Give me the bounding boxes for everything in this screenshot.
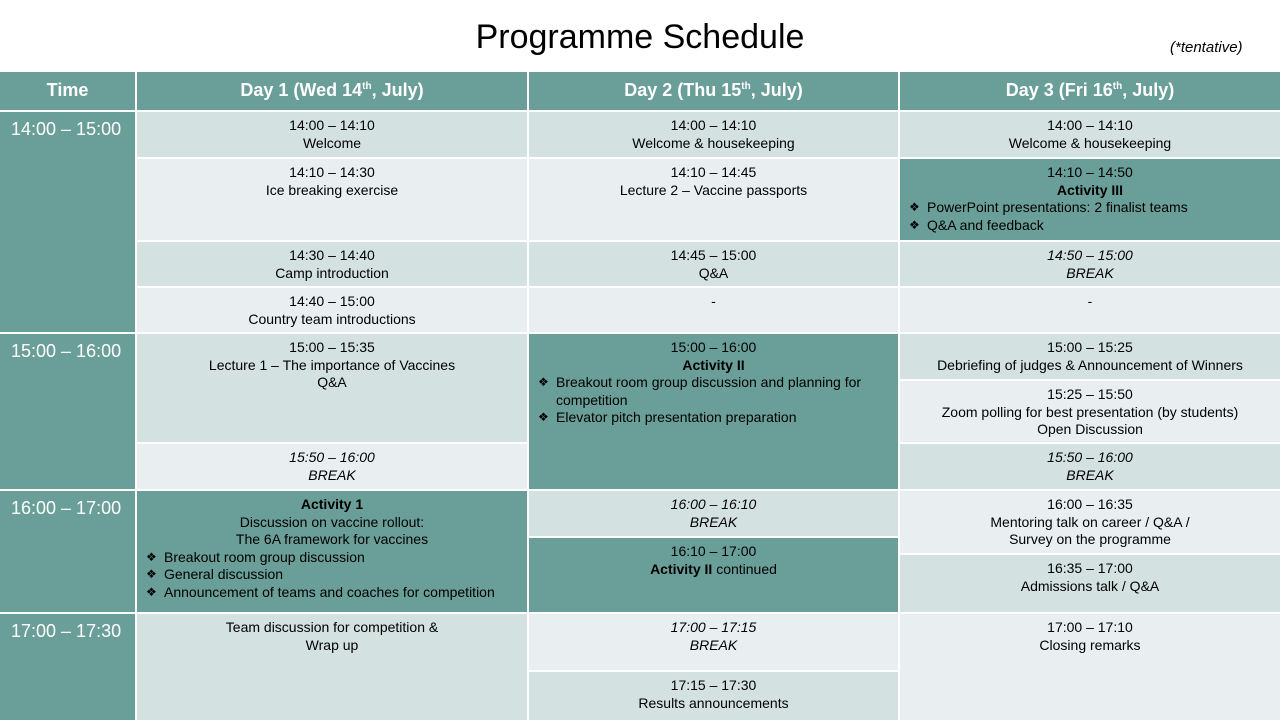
bullet-item: ❖ Breakout room group discussion [145, 549, 527, 567]
header-day2: Day 2 (Thu 15th, July) [529, 72, 898, 110]
day2-activity-2: 15:00 – 16:00 Activity II ❖ Breakout room group discussion and planning for competition ❖ Elevator pitch presentation preparation [529, 334, 898, 489]
day2-break: 17:00 – 17:15 BREAK [529, 614, 898, 670]
day1-session: 15:00 – 15:35 Lecture 1 – The importance of Vaccines Q&A [137, 334, 527, 442]
day3-session: 15:25 – 15:50 Zoom polling for best presentation (by students) Open Discussion [900, 381, 1280, 442]
day3-session: 16:35 – 17:00 Admissions talk / Q&A [900, 555, 1280, 612]
bullet-list [900, 199, 1280, 234]
day1-session: 14:00 – 14:10 Welcome [137, 112, 527, 157]
header-day1: Day 1 (Wed 14th, July) [137, 72, 527, 110]
bullet-item: ❖ Announcement of teams and coaches for competition [145, 584, 527, 602]
day2-session: 14:00 – 14:10 Welcome & housekeeping [529, 112, 898, 157]
day2-session: 14:45 – 15:00 Q&A [529, 242, 898, 286]
time-slot: 14:00 – 15:00 [0, 112, 135, 332]
time-slot: 15:00 – 16:00 [0, 334, 135, 489]
day1-session: 14:30 – 14:40 Camp introduction [137, 242, 527, 286]
bullet-list [137, 549, 527, 602]
day3-session: 16:00 – 16:35 Mentoring talk on career / Q&A / Survey on the programme [900, 491, 1280, 553]
bullet-item: ❖ Elevator pitch presentation preparation [537, 409, 898, 427]
day1-break: 15:50 – 16:00 BREAK [137, 444, 527, 489]
header-time: Time [0, 72, 135, 110]
header-day3: Day 3 (Fri 16th, July) [900, 72, 1280, 110]
day1-activity-1: Activity 1 Discussion on vaccine rollout: The 6A framework for vaccines ❖ Breakout room group discussion ❖ General discussion ❖ Announcement of teams and coaches for competition [137, 491, 527, 612]
time-slot: 17:00 – 17:30 [0, 614, 135, 720]
day2-session: 17:15 – 17:30 Results announcements [529, 672, 898, 720]
day3-break: 14:50 – 15:00 BREAK [900, 242, 1280, 286]
day1-session: 14:10 – 14:30 Ice breaking exercise [137, 159, 527, 240]
bullet-item: ❖ General discussion [145, 566, 527, 584]
day1-session: Team discussion for competition & Wrap up [137, 614, 527, 720]
day3-session: 17:00 – 17:10 Closing remarks [900, 614, 1280, 720]
day1-session: 14:40 – 15:00 Country team introductions [137, 288, 527, 332]
day2-session: - [529, 288, 898, 332]
day3-session: - [900, 288, 1280, 332]
time-slot: 16:00 – 17:00 [0, 491, 135, 612]
bullet-item: ❖ PowerPoint presentations: 2 finalist teams [908, 199, 1280, 217]
tentative-note: (*tentative) [1170, 39, 1243, 56]
day2-session: 14:10 – 14:45 Lecture 2 – Vaccine passports [529, 159, 898, 240]
day3-activity-3: 14:10 – 14:50 Activity III ❖ PowerPoint presentations: 2 finalist teams ❖ Q&A and feedback [900, 159, 1280, 240]
day3-session: 14:00 – 14:10 Welcome & housekeeping [900, 112, 1280, 157]
page-title: Programme Schedule [475, 18, 805, 56]
day2-activity-2-continued: 16:10 – 17:00 Activity II continued [529, 538, 898, 612]
bullet-item: ❖ Q&A and feedback [908, 217, 1280, 235]
day2-break: 16:00 – 16:10 BREAK [529, 491, 898, 536]
day3-session: 15:00 – 15:25 Debriefing of judges & Announcement of Winners [900, 334, 1280, 379]
bullet-list [529, 374, 898, 427]
day3-break: 15:50 – 16:00 BREAK [900, 444, 1280, 489]
bullet-item: ❖ Breakout room group discussion and planning for competition [537, 374, 898, 409]
schedule-table [0, 72, 1280, 720]
